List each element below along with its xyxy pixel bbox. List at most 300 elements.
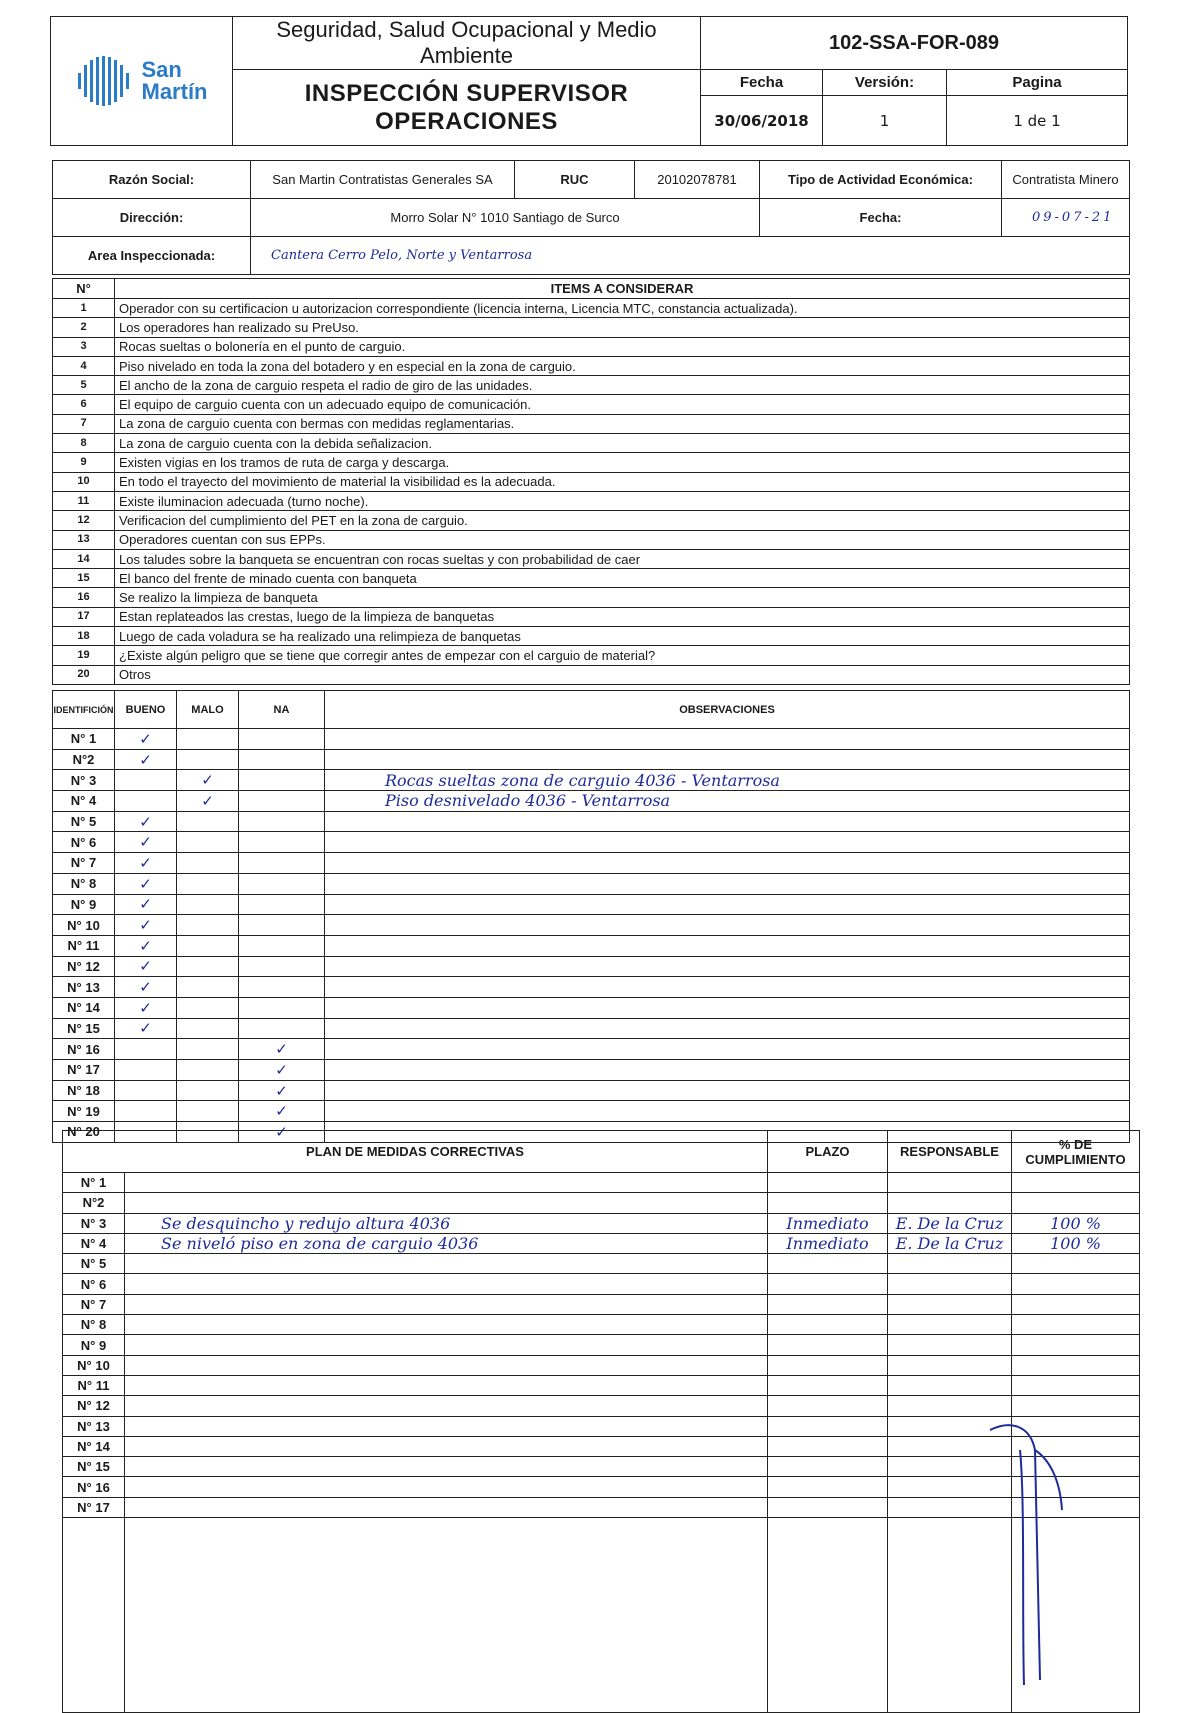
- table-row: [53, 376, 1130, 395]
- plan-plazo: [768, 1193, 888, 1213]
- eval-malo-mark: [177, 1018, 239, 1039]
- eval-observacion: [325, 977, 1130, 998]
- plan-id: N° 11: [63, 1375, 125, 1395]
- table-row: [53, 1080, 1130, 1101]
- plan-medida: [125, 1396, 768, 1416]
- direccion-value: Morro Solar N° 1010 Santiago de Surco: [251, 199, 760, 237]
- logo-wordmark: San Martín: [141, 57, 208, 104]
- plan-cumplimiento: [1012, 1396, 1140, 1416]
- item-number: 8: [53, 434, 115, 453]
- plan-id: N° 7: [63, 1294, 125, 1314]
- area-value: Cantera Cerro Pelo, Norte y Ventarrosa: [251, 237, 1130, 275]
- plan-id: N° 4: [63, 1233, 125, 1253]
- eval-observacion: [325, 749, 1130, 770]
- table-row: [53, 977, 1130, 998]
- plan-cumplimiento: [1012, 1173, 1140, 1193]
- item-number: 4: [53, 356, 115, 375]
- plan-cumplimiento: [1012, 1375, 1140, 1395]
- table-row: [53, 749, 1130, 770]
- table-row: [53, 337, 1130, 356]
- eval-bueno-mark: ✓: [115, 1018, 177, 1039]
- table-row: [53, 646, 1130, 665]
- blank-cell: [63, 1518, 125, 1713]
- plan-medida: [125, 1274, 768, 1294]
- plan-cumplimiento: [1012, 1274, 1140, 1294]
- table-row: [63, 1173, 1140, 1193]
- plan-cumplimiento: 100 %: [1012, 1233, 1140, 1253]
- fecha-value: 30/06/2018: [701, 96, 823, 146]
- items-num-header: N°: [53, 279, 115, 299]
- eval-bueno-mark: [115, 1080, 177, 1101]
- plan-plazo: [768, 1416, 888, 1436]
- section-name: Seguridad, Salud Ocupacional y Medio Ambiente: [233, 17, 701, 70]
- eval-malo-mark: [177, 977, 239, 998]
- eval-na-mark: [239, 997, 325, 1018]
- table-row: [53, 832, 1130, 853]
- eval-id: N° 3: [53, 770, 115, 791]
- document-header: [50, 16, 1128, 146]
- table-row: [53, 356, 1130, 375]
- plan-medida: [125, 1355, 768, 1375]
- eval-na-mark: ✓: [239, 1060, 325, 1081]
- table-row: [63, 1213, 1140, 1233]
- eval-id: N° 11: [53, 935, 115, 956]
- item-number: 6: [53, 395, 115, 414]
- table-row: [53, 491, 1130, 510]
- eval-observaciones-header: OBSERVACIONES: [325, 691, 1130, 729]
- eval-observacion: [325, 956, 1130, 977]
- eval-id: N° 7: [53, 853, 115, 874]
- eval-na-mark: [239, 915, 325, 936]
- eval-malo-mark: [177, 915, 239, 936]
- table-row: [53, 318, 1130, 337]
- plan-plazo: [768, 1436, 888, 1456]
- eval-malo-mark: [177, 811, 239, 832]
- plan-medida: [125, 1477, 768, 1497]
- plan-medida: [125, 1254, 768, 1274]
- eval-observacion: [325, 811, 1130, 832]
- eval-na-mark: [239, 749, 325, 770]
- item-text: Otros: [115, 665, 1130, 684]
- item-text: Operadores cuentan con sus EPPs.: [115, 530, 1130, 549]
- plan-id: N° 13: [63, 1416, 125, 1436]
- table-row: [53, 956, 1130, 977]
- table-row: [53, 1060, 1130, 1081]
- table-row: [63, 1416, 1140, 1436]
- table-row: [53, 853, 1130, 874]
- eval-bueno-mark: ✓: [115, 997, 177, 1018]
- plan-medida: [125, 1315, 768, 1335]
- table-row: [53, 434, 1130, 453]
- eval-id: N° 12: [53, 956, 115, 977]
- eval-observacion: [325, 853, 1130, 874]
- plan-cumplimiento: 100 %: [1012, 1213, 1140, 1233]
- fecha-label: Fecha: [701, 70, 823, 96]
- table-row: [53, 395, 1130, 414]
- eval-malo-mark: [177, 1039, 239, 1060]
- eval-id: N° 9: [53, 894, 115, 915]
- item-text: Se realizo la limpieza de banqueta: [115, 588, 1130, 607]
- items-title-header: ITEMS A CONSIDERAR: [115, 279, 1130, 299]
- table-row: [53, 1018, 1130, 1039]
- direccion-label: Dirección:: [53, 199, 251, 237]
- item-text: Los taludes sobre la banqueta se encuentran con rocas sueltas y con probabilidad de caer: [115, 549, 1130, 568]
- eval-id: N° 17: [53, 1060, 115, 1081]
- fecha-inspeccion-label: Fecha:: [760, 199, 1002, 237]
- eval-malo-mark: [177, 1060, 239, 1081]
- plan-responsable: [888, 1173, 1012, 1193]
- eval-id: N° 10: [53, 915, 115, 936]
- plan-plazo: [768, 1315, 888, 1335]
- item-text: Verificacion del cumplimiento del PET en la zona de carguio.: [115, 511, 1130, 530]
- eval-id: N° 6: [53, 832, 115, 853]
- plan-plazo: [768, 1254, 888, 1274]
- eval-observacion: [325, 1101, 1130, 1122]
- plan-id: N° 16: [63, 1477, 125, 1497]
- eval-observacion: [325, 894, 1130, 915]
- area-label: Area Inspeccionada:: [53, 237, 251, 275]
- eval-id: N° 1: [53, 729, 115, 750]
- item-number: 10: [53, 472, 115, 491]
- item-text: Los operadores han realizado su PreUso.: [115, 318, 1130, 337]
- eval-bueno-mark: ✓: [115, 749, 177, 770]
- item-number: 2: [53, 318, 115, 337]
- table-row: [53, 665, 1130, 684]
- item-text: El equipo de carguio cuenta con un adecuado equipo de comunicación.: [115, 395, 1130, 414]
- plan-plazo: [768, 1457, 888, 1477]
- eval-malo-mark: [177, 956, 239, 977]
- eval-observacion: [325, 1018, 1130, 1039]
- table-row: [53, 729, 1130, 750]
- table-row: [53, 935, 1130, 956]
- table-row: [63, 1274, 1140, 1294]
- document-code: 102-SSA-FOR-089: [701, 17, 1128, 70]
- item-number: 11: [53, 491, 115, 510]
- eval-id: N° 19: [53, 1101, 115, 1122]
- plan-id: N° 17: [63, 1497, 125, 1517]
- ruc-label: RUC: [515, 161, 635, 199]
- item-number: 17: [53, 607, 115, 626]
- eval-id: N° 4: [53, 791, 115, 812]
- eval-observacion: [325, 997, 1130, 1018]
- plan-plazo: [768, 1477, 888, 1497]
- eval-na-mark: ✓: [239, 1080, 325, 1101]
- eval-malo-mark: ✓: [177, 770, 239, 791]
- eval-observacion: [325, 1060, 1130, 1081]
- eval-malo-mark: [177, 749, 239, 770]
- table-row: [53, 530, 1130, 549]
- table-row: [63, 1294, 1140, 1314]
- item-number: 12: [53, 511, 115, 530]
- plan-responsable: [888, 1193, 1012, 1213]
- item-text: Existe iluminacion adecuada (turno noche).: [115, 491, 1130, 510]
- plan-medida: Se desquincho y redujo altura 4036: [125, 1213, 768, 1233]
- handwritten-signature: [980, 1420, 1070, 1690]
- eval-observacion: Rocas sueltas zona de carguio 4036 - Ventarrosa: [325, 770, 1130, 791]
- blank-cell: [125, 1518, 768, 1713]
- company-info: [52, 160, 1130, 275]
- plan-plazo: [768, 1396, 888, 1416]
- eval-id: N° 5: [53, 811, 115, 832]
- eval-bueno-mark: [115, 770, 177, 791]
- table-row: [53, 299, 1130, 318]
- item-text: En todo el trayecto del movimiento de material la visibilidad es la adecuada.: [115, 472, 1130, 491]
- plan-medida: Se niveló piso en zona de carguio 4036: [125, 1233, 768, 1253]
- plan-id: N° 5: [63, 1254, 125, 1274]
- eval-bueno-mark: ✓: [115, 729, 177, 750]
- plan-cumplimiento: [1012, 1193, 1140, 1213]
- item-text: La zona de carguio cuenta con la debida señalizacion.: [115, 434, 1130, 453]
- blank-cell: [768, 1518, 888, 1713]
- plan-responsable: [888, 1396, 1012, 1416]
- table-row: [53, 588, 1130, 607]
- plan-cumplimiento: [1012, 1315, 1140, 1335]
- table-row: [53, 453, 1130, 472]
- eval-malo-mark: [177, 1080, 239, 1101]
- plan-responsable: [888, 1335, 1012, 1355]
- item-number: 9: [53, 453, 115, 472]
- table-row: [63, 1477, 1140, 1497]
- eval-observacion: [325, 729, 1130, 750]
- eval-na-mark: [239, 1018, 325, 1039]
- eval-bueno-mark: [115, 1101, 177, 1122]
- eval-na-mark: [239, 873, 325, 894]
- plan-responsable: [888, 1315, 1012, 1335]
- table-row: [53, 607, 1130, 626]
- item-text: El banco del frente de minado cuenta con banqueta: [115, 569, 1130, 588]
- plan-plazo: [768, 1294, 888, 1314]
- plan-cumplimiento: [1012, 1355, 1140, 1375]
- san-martin-logo-icon: [76, 55, 136, 107]
- plan-table: [62, 1130, 1140, 1713]
- eval-observacion: [325, 873, 1130, 894]
- plan-plazo: Inmediato: [768, 1213, 888, 1233]
- item-number: 3: [53, 337, 115, 356]
- eval-na-mark: [239, 791, 325, 812]
- eval-malo-mark: [177, 894, 239, 915]
- plazo-header: PLAZO: [768, 1131, 888, 1173]
- item-text: Existen vigias en los tramos de ruta de carga y descarga.: [115, 453, 1130, 472]
- plan-id: N° 14: [63, 1436, 125, 1456]
- eval-na-mark: [239, 894, 325, 915]
- eval-id: N° 16: [53, 1039, 115, 1060]
- table-row: [53, 791, 1130, 812]
- item-text: Piso nivelado en toda la zona del botadero y en especial en la zona de carguio.: [115, 356, 1130, 375]
- table-row: [53, 414, 1130, 433]
- plan-medida: [125, 1497, 768, 1517]
- table-row: [53, 1101, 1130, 1122]
- eval-bueno-mark: ✓: [115, 935, 177, 956]
- table-row: [53, 627, 1130, 646]
- eval-observacion: [325, 1080, 1130, 1101]
- eval-observacion: [325, 935, 1130, 956]
- plan-cumplimiento: [1012, 1294, 1140, 1314]
- table-row: [63, 1315, 1140, 1335]
- plan-responsable: [888, 1294, 1012, 1314]
- eval-malo-mark: [177, 935, 239, 956]
- eval-malo-mark: [177, 729, 239, 750]
- plan-id: N° 10: [63, 1355, 125, 1375]
- eval-na-mark: [239, 853, 325, 874]
- eval-na-mark: [239, 832, 325, 853]
- plan-id: N° 3: [63, 1213, 125, 1233]
- eval-bueno-mark: [115, 791, 177, 812]
- plan-cumplimiento: [1012, 1254, 1140, 1274]
- eval-id: N° 13: [53, 977, 115, 998]
- table-row: [63, 1193, 1140, 1213]
- item-text: Rocas sueltas o bolonería en el punto de carguio.: [115, 337, 1130, 356]
- eval-na-mark: [239, 811, 325, 832]
- actividad-value: Contratista Minero: [1002, 161, 1130, 199]
- eval-bueno-mark: ✓: [115, 894, 177, 915]
- eval-na-mark: [239, 770, 325, 791]
- plan-responsable: [888, 1375, 1012, 1395]
- item-text: Operador con su certificacion u autorizacion correspondiente (licencia interna, Licencia MTC, constancia actualizada).: [115, 299, 1130, 318]
- pagina-label: Pagina: [947, 70, 1128, 96]
- table-row: [63, 1436, 1140, 1456]
- item-text: El ancho de la zona de carguio respeta el radio de giro de las unidades.: [115, 376, 1130, 395]
- table-row: [53, 770, 1130, 791]
- eval-id: N° 20: [53, 1122, 115, 1143]
- eval-bueno-mark: [115, 1060, 177, 1081]
- plan-id: N° 9: [63, 1335, 125, 1355]
- eval-id: N°2: [53, 749, 115, 770]
- razon-social-label: Razón Social:: [53, 161, 251, 199]
- eval-observacion: Piso desnivelado 4036 - Ventarrosa: [325, 791, 1130, 812]
- plan-cumplimiento: [1012, 1335, 1140, 1355]
- eval-na-mark: [239, 729, 325, 750]
- eval-observacion: [325, 1039, 1130, 1060]
- table-row: [53, 569, 1130, 588]
- plan-plazo: Inmediato: [768, 1233, 888, 1253]
- plan-id: N° 1: [63, 1173, 125, 1193]
- eval-bueno-mark: ✓: [115, 873, 177, 894]
- plan-id: N° 15: [63, 1457, 125, 1477]
- table-row: [53, 894, 1130, 915]
- eval-na-mark: ✓: [239, 1101, 325, 1122]
- eval-id-header: IDENTIFICIÓN: [53, 691, 115, 729]
- pagina-value: 1 de 1: [947, 96, 1128, 146]
- item-number: 18: [53, 627, 115, 646]
- item-number: 5: [53, 376, 115, 395]
- table-row: [63, 1335, 1140, 1355]
- plan-responsable: [888, 1274, 1012, 1294]
- plan-responsable: E. De la Cruz: [888, 1233, 1012, 1253]
- table-row: [53, 811, 1130, 832]
- item-number: 16: [53, 588, 115, 607]
- plan-plazo: [768, 1335, 888, 1355]
- eval-na-mark: [239, 935, 325, 956]
- razon-social-value: San Martin Contratistas Generales SA: [251, 161, 515, 199]
- plan-medida: [125, 1173, 768, 1193]
- table-row: [53, 1039, 1130, 1060]
- plan-plazo: [768, 1355, 888, 1375]
- item-text: ¿Existe algún peligro que se tiene que corregir antes de empezar con el carguio de material?: [115, 646, 1130, 665]
- table-row: [53, 915, 1130, 936]
- plan-plazo: [768, 1173, 888, 1193]
- table-row: [63, 1497, 1140, 1517]
- logo-cell: [51, 17, 233, 146]
- eval-id: N° 15: [53, 1018, 115, 1039]
- table-row: [53, 997, 1130, 1018]
- eval-id: N° 14: [53, 997, 115, 1018]
- item-number: 20: [53, 665, 115, 684]
- plan-responsable: E. De la Cruz: [888, 1213, 1012, 1233]
- eval-malo-mark: ✓: [177, 791, 239, 812]
- table-row: [53, 873, 1130, 894]
- plan-responsable: [888, 1254, 1012, 1274]
- item-number: 15: [53, 569, 115, 588]
- eval-bueno-header: BUENO: [115, 691, 177, 729]
- eval-malo-mark: [177, 1101, 239, 1122]
- item-number: 7: [53, 414, 115, 433]
- table-row: [53, 549, 1130, 568]
- table-row: [63, 1233, 1140, 1253]
- plan-plazo: [768, 1375, 888, 1395]
- table-row: [63, 1375, 1140, 1395]
- plan-id: N° 6: [63, 1274, 125, 1294]
- cumplimiento-header: % DE CUMPLIMIENTO: [1012, 1131, 1140, 1173]
- actividad-label: Tipo de Actividad Económica:: [760, 161, 1002, 199]
- eval-bueno-mark: ✓: [115, 811, 177, 832]
- eval-observacion: [325, 915, 1130, 936]
- responsable-header: RESPONSABLE: [888, 1131, 1012, 1173]
- eval-id: N° 18: [53, 1080, 115, 1101]
- eval-malo-mark: [177, 832, 239, 853]
- table-row: [63, 1457, 1140, 1477]
- plan-id: N° 12: [63, 1396, 125, 1416]
- table-row: [53, 511, 1130, 530]
- plan-medida: [125, 1436, 768, 1456]
- item-number: 13: [53, 530, 115, 549]
- eval-na-header: NA: [239, 691, 325, 729]
- eval-na-mark: [239, 956, 325, 977]
- eval-malo-header: MALO: [177, 691, 239, 729]
- plan-medida: [125, 1193, 768, 1213]
- item-number: 14: [53, 549, 115, 568]
- fecha-inspeccion-value: 09-07-21: [1002, 199, 1130, 237]
- evaluation-table: [52, 690, 1130, 1143]
- eval-na-mark: ✓: [239, 1122, 325, 1143]
- ruc-value: 20102078781: [635, 161, 760, 199]
- table-row: [63, 1396, 1140, 1416]
- plan-id: N°2: [63, 1193, 125, 1213]
- table-row: [63, 1355, 1140, 1375]
- version-value: 1: [823, 96, 947, 146]
- items-table: [52, 278, 1130, 685]
- blank-row: [63, 1518, 1140, 1713]
- eval-bueno-mark: ✓: [115, 915, 177, 936]
- plan-medida: [125, 1416, 768, 1436]
- plan-medida: [125, 1294, 768, 1314]
- item-text: Estan replateados las crestas, luego de la limpieza de banquetas: [115, 607, 1130, 626]
- eval-malo-mark: [177, 997, 239, 1018]
- eval-na-mark: ✓: [239, 1039, 325, 1060]
- eval-bueno-mark: ✓: [115, 956, 177, 977]
- eval-observacion: [325, 832, 1130, 853]
- item-number: 19: [53, 646, 115, 665]
- item-text: La zona de carguio cuenta con bermas con medidas reglamentarias.: [115, 414, 1130, 433]
- eval-id: N° 8: [53, 873, 115, 894]
- eval-na-mark: [239, 977, 325, 998]
- table-row: [63, 1254, 1140, 1274]
- plan-medida: [125, 1335, 768, 1355]
- table-row: [53, 472, 1130, 491]
- eval-bueno-mark: [115, 1039, 177, 1060]
- eval-malo-mark: [177, 853, 239, 874]
- plan-responsable: [888, 1355, 1012, 1375]
- version-label: Versión:: [823, 70, 947, 96]
